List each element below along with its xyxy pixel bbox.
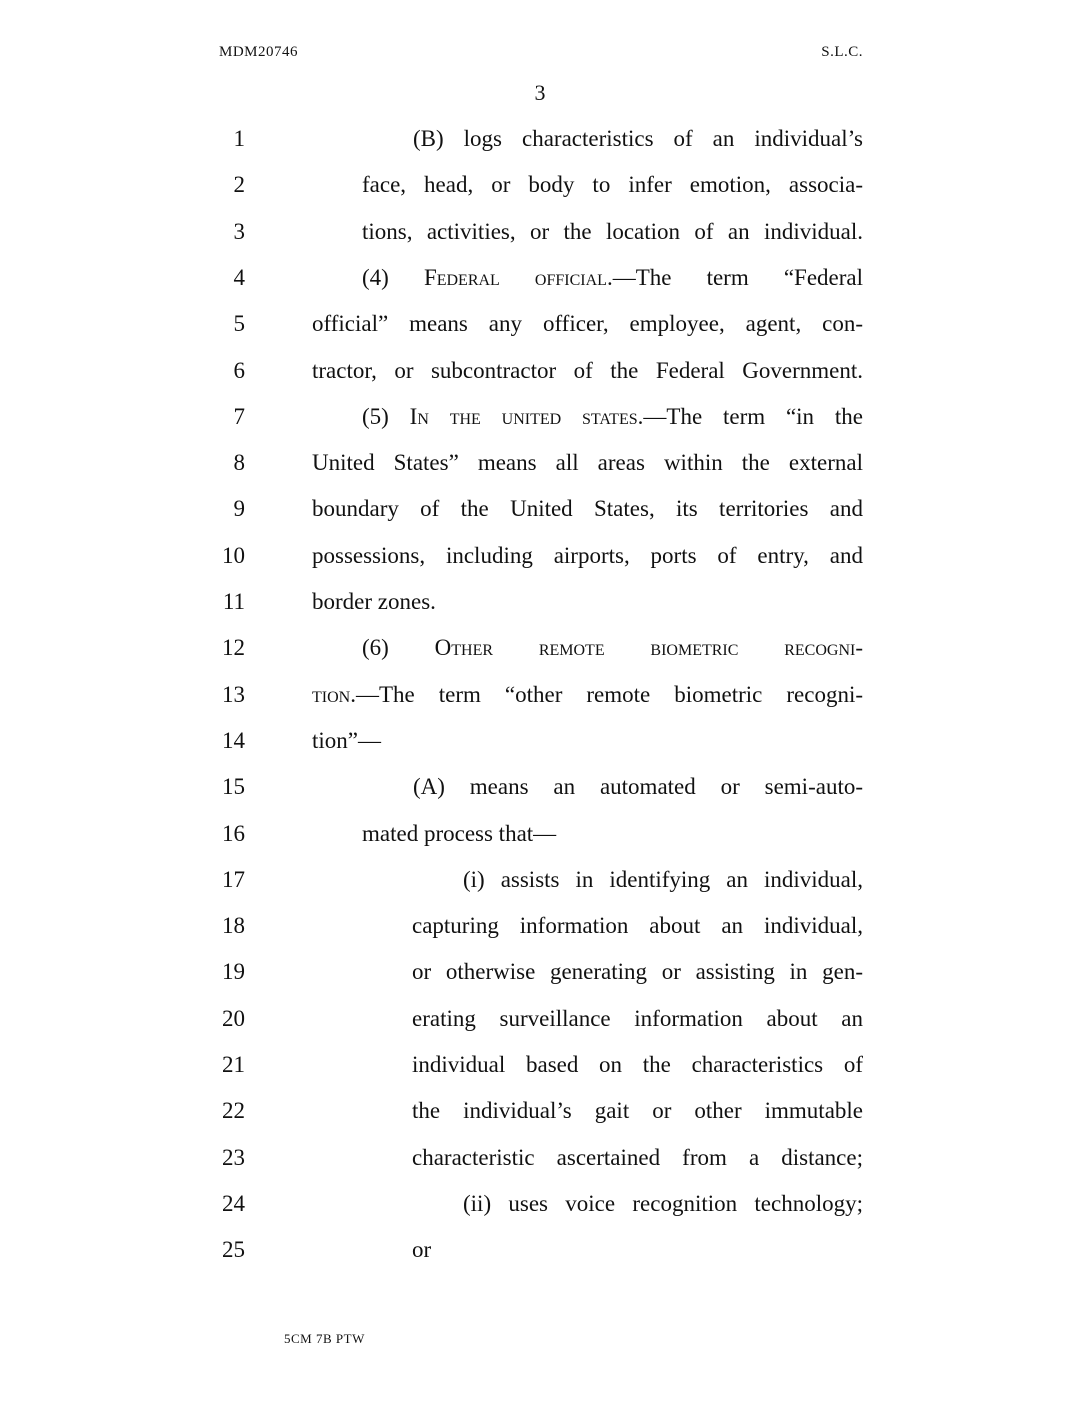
line-text xyxy=(463,857,863,903)
text-line xyxy=(0,162,1080,208)
footer-code: 5CM 7B PTW xyxy=(284,1331,365,1346)
text-line xyxy=(0,1227,1080,1273)
line-number: 2 xyxy=(233,172,245,198)
line-number: 10 xyxy=(222,542,245,568)
small-caps-heading: Other remote biometric recogni- xyxy=(434,635,863,661)
text-run: erating surveillance information about an xyxy=(412,1005,863,1031)
line-number: 16 xyxy=(222,820,245,846)
text-run: (B) logs characteristics of an individual’s xyxy=(413,126,863,151)
line-text xyxy=(312,486,863,532)
text-run: or otherwise generating or assisting in gen- xyxy=(412,959,863,985)
text-line xyxy=(0,348,1080,394)
text-run: .—The term “in the xyxy=(637,403,863,429)
text-line xyxy=(0,440,1080,486)
text-line xyxy=(0,301,1080,347)
line-text xyxy=(312,579,863,625)
small-caps-heading: tion xyxy=(312,681,351,707)
text-run: individual based on the characteristics of xyxy=(412,1052,863,1077)
text-line xyxy=(0,1088,1080,1134)
text-run: boundary of the United States, its territories and xyxy=(312,496,863,522)
document-id: MDM20746 xyxy=(219,44,299,60)
text-line xyxy=(0,209,1080,255)
text-line xyxy=(0,486,1080,532)
text-run: United States” means all areas within the external xyxy=(312,450,863,476)
line-number: 5 xyxy=(233,311,245,337)
line-number: 13 xyxy=(222,681,245,707)
text-line xyxy=(0,949,1080,995)
text-run: tion”— xyxy=(312,727,381,753)
text-line xyxy=(0,255,1080,301)
line-text xyxy=(463,1181,863,1227)
text-run: .—The term “other remote biometric recogni- xyxy=(350,681,863,707)
line-number: 9 xyxy=(233,496,245,522)
text-line xyxy=(0,1042,1080,1088)
text-run: (6) xyxy=(362,635,435,661)
line-text xyxy=(312,348,863,394)
line-number: 4 xyxy=(233,264,245,290)
text-run: (A) means an automated or semi-auto- xyxy=(413,774,863,800)
line-text xyxy=(362,625,863,671)
text-line xyxy=(0,533,1080,579)
text-line xyxy=(0,811,1080,857)
text-run: border zones. xyxy=(312,589,436,614)
page-number: 3 xyxy=(534,80,546,105)
text-run: (ii) uses voice recognition technology; xyxy=(463,1190,863,1216)
text-run: or xyxy=(412,1237,432,1263)
line-text xyxy=(412,903,863,949)
text-run: characteristic ascertained from a distance; xyxy=(412,1144,863,1170)
text-line xyxy=(0,764,1080,810)
line-text xyxy=(362,209,863,255)
line-number: 23 xyxy=(222,1144,245,1170)
line-number: 3 xyxy=(233,218,245,244)
text-line xyxy=(0,625,1080,671)
small-caps-heading: In the united states xyxy=(409,403,638,429)
text-line xyxy=(0,1181,1080,1227)
line-number: 7 xyxy=(233,403,245,429)
line-number: 8 xyxy=(233,450,245,476)
line-number: 17 xyxy=(222,866,245,892)
text-run: .—The term “Federal xyxy=(606,264,863,290)
text-run: official” means any officer, employee, agent, con- xyxy=(312,311,863,337)
line-text xyxy=(412,1227,863,1273)
line-number: 15 xyxy=(222,774,245,800)
text-run: the individual’s gait or other immutable xyxy=(412,1098,863,1124)
line-text xyxy=(413,116,863,162)
text-line xyxy=(0,903,1080,949)
line-number: 6 xyxy=(233,357,245,383)
line-text xyxy=(412,1088,863,1134)
text-line xyxy=(0,996,1080,1042)
line-text xyxy=(412,996,863,1042)
small-caps-heading: Federal official xyxy=(423,264,607,290)
text-line xyxy=(0,579,1080,625)
line-number: 1 xyxy=(233,126,245,151)
line-text xyxy=(362,162,863,208)
line-text xyxy=(413,764,863,810)
text-line xyxy=(0,672,1080,718)
line-text xyxy=(412,949,863,995)
line-number: 24 xyxy=(222,1190,245,1216)
text-run: capturing information about an individual, xyxy=(412,913,863,939)
text-run: tractor, or subcontractor of the Federal Government. xyxy=(312,357,863,383)
text-run: tions, activities, or the location of an individual. xyxy=(362,218,863,244)
line-text xyxy=(362,394,863,440)
text-run: face, head, or body to infer emotion, associa- xyxy=(362,172,863,198)
line-number: 14 xyxy=(222,727,245,753)
line-text xyxy=(312,301,863,347)
office-code: S.L.C. xyxy=(821,44,863,60)
line-number: 22 xyxy=(222,1098,245,1124)
text-line xyxy=(0,1135,1080,1181)
line-number: 25 xyxy=(222,1237,245,1263)
line-number: 20 xyxy=(222,1005,245,1031)
text-line xyxy=(0,718,1080,764)
line-number: 21 xyxy=(222,1052,245,1077)
line-text xyxy=(362,811,863,857)
text-line xyxy=(0,394,1080,440)
line-text xyxy=(312,533,863,579)
line-number: 19 xyxy=(222,959,245,985)
text-run: (i) assists in identifying an individual, xyxy=(463,866,863,892)
text-run: mated process that— xyxy=(362,820,557,846)
line-number: 18 xyxy=(222,913,245,939)
text-line xyxy=(0,857,1080,903)
line-number: 11 xyxy=(222,589,245,614)
text-run: possessions, including airports, ports of entry, and xyxy=(312,542,863,568)
line-text xyxy=(312,718,863,764)
line-text xyxy=(412,1042,863,1088)
text-run: (5) xyxy=(362,403,410,429)
line-text xyxy=(362,255,863,301)
text-line xyxy=(0,116,1080,162)
line-text xyxy=(312,440,863,486)
line-text xyxy=(412,1135,863,1181)
line-number: 12 xyxy=(222,635,245,661)
line-text xyxy=(312,672,863,718)
text-run: (4) xyxy=(362,264,424,290)
